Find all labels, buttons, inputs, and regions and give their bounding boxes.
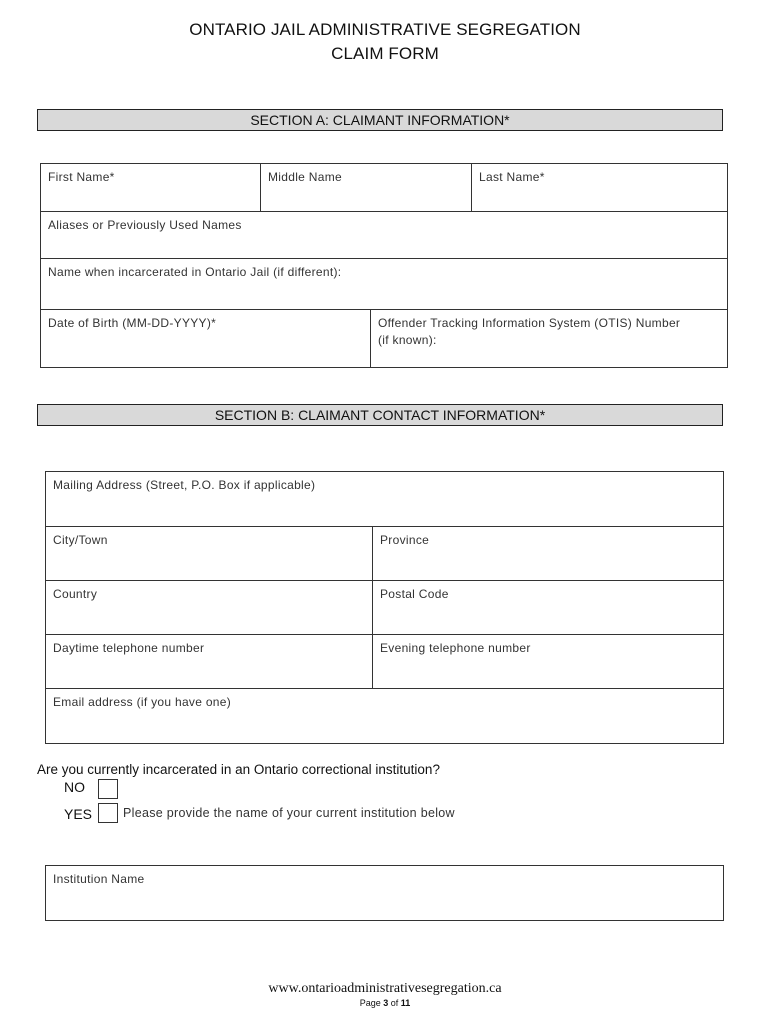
country-field[interactable]: [46, 581, 373, 634]
last-name-field[interactable]: [472, 164, 728, 211]
mailing-address-label: Mailing Address (Street, P.O. Box if applicable): [53, 478, 316, 492]
evening-phone-field[interactable]: [373, 635, 724, 688]
otis-label-line2: (if known):: [378, 333, 437, 347]
daytime-phone-label: Daytime telephone number: [53, 641, 205, 655]
yes-note: Please provide the name of your current institution below: [123, 806, 455, 820]
city-label: City/Town: [53, 533, 108, 547]
incarcerated-name-field[interactable]: [41, 259, 728, 309]
middle-name-label: Middle Name: [268, 170, 342, 184]
province-label: Province: [380, 533, 430, 547]
yes-checkbox[interactable]: [98, 803, 118, 823]
no-label: NO: [64, 779, 85, 795]
incarcerated-name-row: [41, 259, 728, 310]
section-a-heading: SECTION A: CLAIMANT INFORMATION*: [37, 109, 723, 131]
phone-row: [46, 635, 724, 689]
otis-field[interactable]: [371, 310, 728, 367]
email-field[interactable]: [46, 689, 724, 743]
dob-otis-row: [41, 310, 728, 368]
incarcerated-name-label: Name when incarcerated in Ontario Jail (if different):: [48, 265, 342, 279]
section-b-table: [45, 471, 724, 744]
dob-label: Date of Birth (MM-DD-YYYY)*: [48, 316, 217, 330]
first-name-label: First Name*: [48, 170, 115, 184]
aliases-label: Aliases or Previously Used Names: [48, 218, 242, 232]
page-number: [0, 998, 770, 1008]
city-field[interactable]: [46, 527, 373, 580]
middle-name-field[interactable]: [261, 164, 472, 211]
first-name-field[interactable]: [41, 164, 261, 211]
mailing-row: [46, 472, 724, 527]
institution-table: [45, 865, 724, 921]
footer-url: www.ontarioadministrativesegregation.ca: [268, 981, 502, 996]
institution-name-label: Institution Name: [53, 872, 145, 886]
page-prefix: Page: [359, 998, 384, 1008]
city-province-row: [46, 527, 724, 581]
institution-row: [46, 866, 724, 921]
form-title-line1: ONTARIO JAIL ADMINISTRATIVE SEGREGATION: [189, 20, 581, 39]
otis-label-line1: Offender Tracking Information System (OTIS) Number: [378, 316, 681, 330]
daytime-phone-field[interactable]: [46, 635, 373, 688]
postal-code-label: Postal Code: [380, 587, 449, 601]
incarceration-question: Are you currently incarcerated in an Ontario correctional institution?: [37, 762, 440, 777]
page-current: 3: [383, 998, 389, 1008]
no-checkbox[interactable]: [98, 779, 118, 799]
evening-phone-label: Evening telephone number: [380, 641, 531, 655]
page-total: 11: [400, 998, 411, 1008]
postal-code-field[interactable]: [373, 581, 724, 634]
section-a-table: [40, 163, 728, 368]
mailing-address-field[interactable]: [46, 472, 724, 526]
email-row: [46, 689, 724, 744]
institution-name-field[interactable]: [46, 866, 724, 920]
form-title-line2: CLAIM FORM: [331, 44, 439, 63]
yes-label: YES: [64, 806, 93, 822]
country-postal-row: [46, 581, 724, 635]
section-b-heading: SECTION B: CLAIMANT CONTACT INFORMATION*: [37, 404, 723, 426]
country-label: Country: [53, 587, 98, 601]
aliases-field[interactable]: [41, 212, 728, 258]
email-label: Email address (if you have one): [53, 695, 232, 709]
dob-field[interactable]: [41, 310, 371, 367]
page-of: of: [388, 998, 401, 1008]
province-field[interactable]: [373, 527, 724, 580]
last-name-label: Last Name*: [479, 170, 545, 184]
name-row: [41, 164, 728, 212]
aliases-row: [41, 212, 728, 259]
